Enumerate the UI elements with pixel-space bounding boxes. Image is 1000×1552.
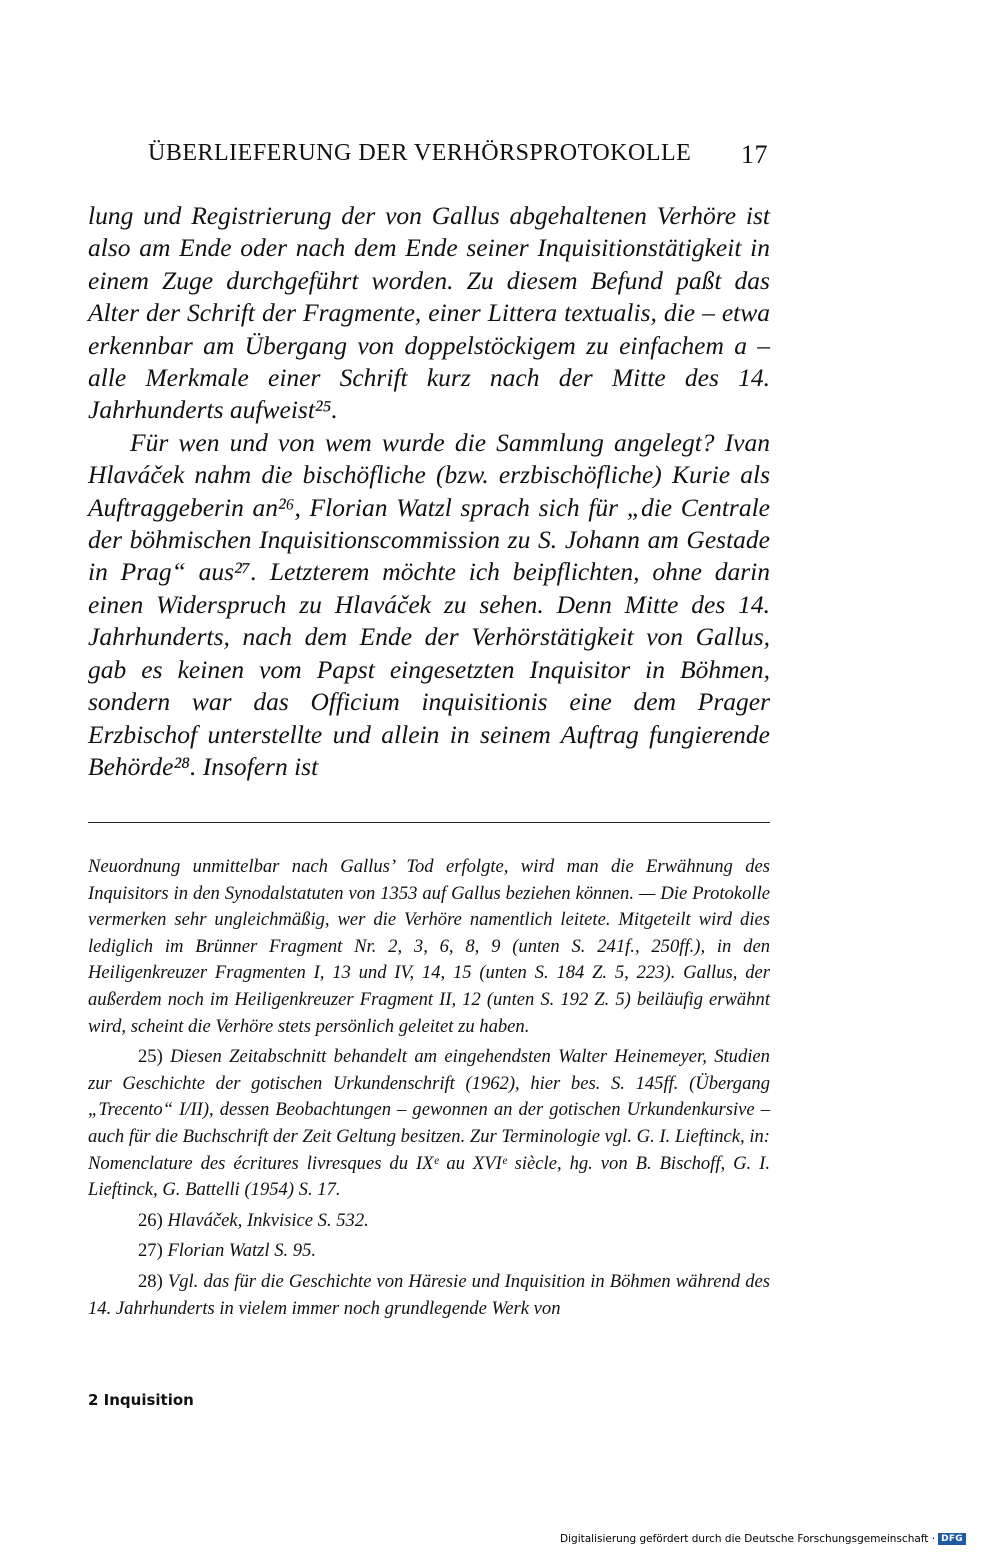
footnote-26 — [88, 1208, 770, 1235]
footnote-continuation: Neuordnung unmittelbar nach Gallus’ Tod erfolgte, wird man die Erwähnung des Inquisitors in den Synodalstatuten von 1353 auf Gallus beziehen können. — Die Protokolle vermerken sehr ungleichmäßig, wer die Verhöre namentlich leitete. Mitgeteilt wird dies lediglich im Brünner Fragment Nr. 2, 3, 6, 8, 9 (unten S. 241f., 250ff.), in den Heiligenkreuzer Fragmenten I, 13 und IV, 14, 15 (unten S. 184 Z. 5, 223). Gallus, der außerdem noch im Heiligenkreuzer Fragment II, 12 (unten S. 192 Z. 5) beiläufig erwähnt wird, scheint die Verhöre stets persönlich geleitet zu haben. — [88, 856, 770, 1037]
footnote-25 — [88, 1044, 770, 1204]
footnote-text: Hlaváček, Inkvisice S. 532. — [167, 1209, 369, 1231]
footnote-number: 26) — [138, 1209, 163, 1231]
footnote-text: Florian Watzl S. 95. — [167, 1240, 317, 1262]
digitization-credit — [560, 1531, 966, 1547]
footnote-28 — [88, 1269, 770, 1322]
running-header — [148, 140, 768, 176]
footnote-number: 25) — [138, 1046, 163, 1068]
footnote-text: Diesen Zeitabschnitt behandelt am eingehendsten Walter Heinemeyer, Studien zur Geschichte der gotischen Urkundenschrift (1962), hier bes. S. 145ff. (Übergang „Trecento“ I/II), dessen Beobachtungen – gewonnen an der gotischen Urkundenkursive – auch für die Buchschrift der Zeit Geltung besitzen. Zur Terminologie vgl. G. I. Lieftinck, in: Nomenclature des écritures livresques du IXᵉ au XVIᵉ siècle, hg. von B. Bischoff, G. I. Lieftinck, G. Battelli (1954) S. 17. — [88, 1046, 770, 1201]
credit-text: Digitalisierung gefördert durch die Deutsche Forschungsgemeinschaft · — [560, 1533, 936, 1545]
body-paragraph: lung und Registrierung der von Gallus abgehaltenen Verhöre ist also am Ende oder nach dem Ende seiner Inquisitionstätigkeit in einem Zuge durchgeführt worden. Zu diesem Befund paßt das Alter der Schrift der Fragmente, einer Littera textualis, die – etwa erkennbar am Übergang von doppelstöckigem zu einfachem a – alle Merkmale einer Schrift kurz nach der Mitte des 14. Jahrhunderts aufweist²⁵. — [88, 201, 770, 425]
footnote-27 — [88, 1238, 770, 1265]
body-paragraph: Für wen und von wem wurde die Sammlung angelegt? Ivan Hlaváček nahm die bischöfliche (bzw. erzbischöfliche) Kurie als Auftraggeberin an²⁶, Florian Watzl sprach sich für „die Centrale der böhmischen Inquisitionscommission zu S. Johann am Gestade in Prag“ aus²⁷. Letzterem möchte ich beipflichten, ohne darin einen Widerspruch zu Hlaváček zu sehen. Denn Mitte des 14. Jahrhunderts, nach dem Ende der Verhörstätigkeit von Gallus, gab es keinen vom Papst eingesetzten Inquisitor in Böhmen, sondern war das Officium inquisitionis eine dem Prager Erzbischof unterstellte und allein in seinem Auftrag fungierende Behörde²⁸. Insofern ist — [88, 427, 770, 781]
footnote-number: 27) — [138, 1240, 163, 1262]
running-title: ÜBERLIEFERUNG DER VERHÖRSPROTOKOLLE — [148, 140, 692, 166]
footnote-text: Vgl. das für die Geschichte von Häresie und Inquisition in Böhmen während des 14. Jahrhunderts in vielem immer noch grundlegende Werk von — [88, 1270, 771, 1319]
footnote-number: 28) — [138, 1270, 163, 1292]
footnote-separator — [88, 822, 770, 823]
footnotes — [88, 854, 770, 1322]
signature-mark: 2 Inquisition — [88, 1391, 194, 1409]
main-text — [88, 200, 770, 783]
dfg-logo: DFG — [938, 1533, 966, 1545]
page-number: 17 — [741, 140, 768, 169]
